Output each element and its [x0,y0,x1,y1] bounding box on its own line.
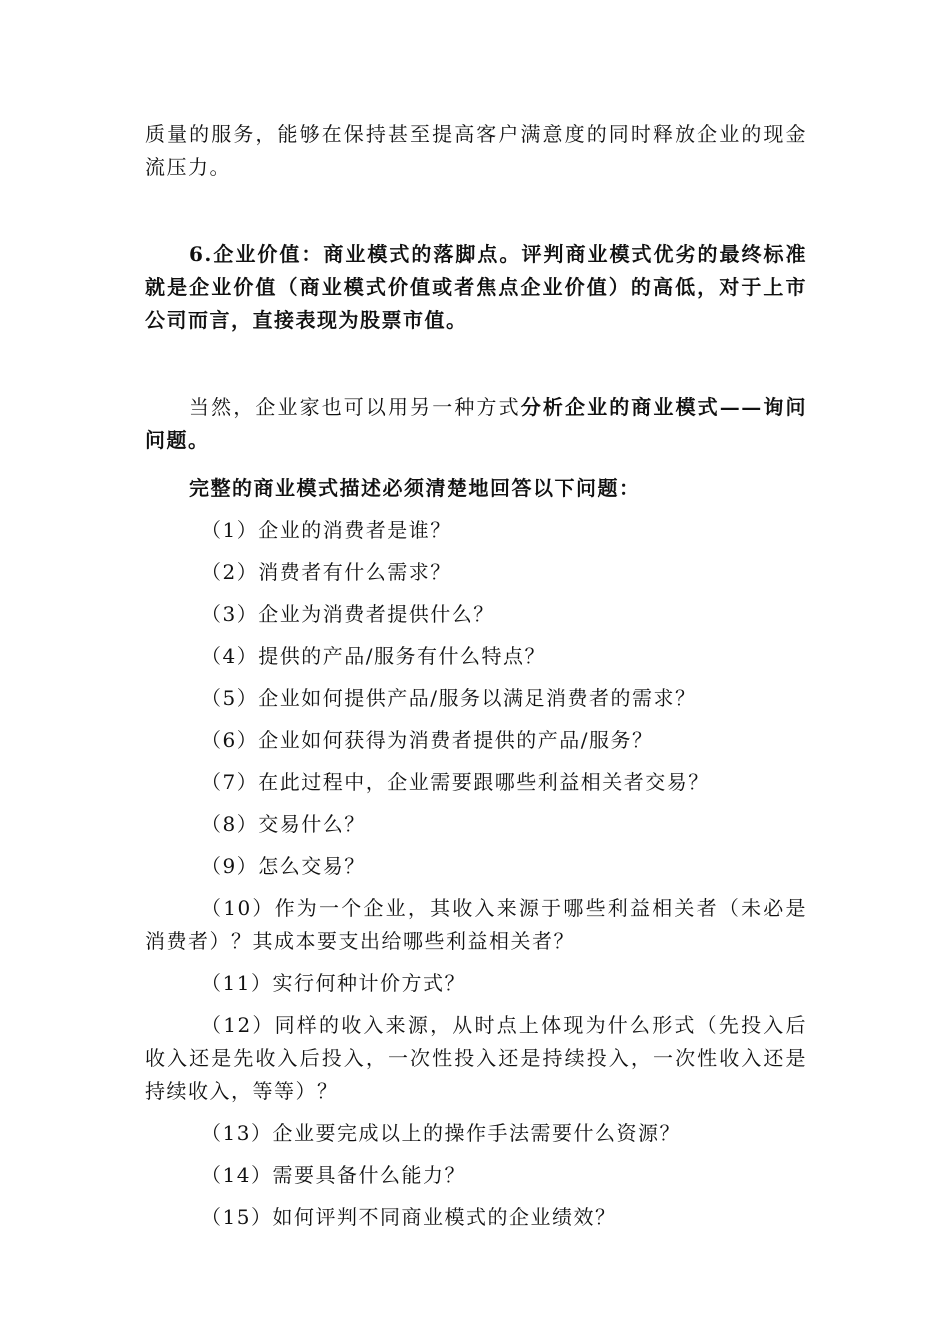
alternative-method-paragraph [145,391,807,457]
question-item-5: （5）企业如何提供产品/服务以满足消费者的需求？ [201,686,697,710]
question-item-2: （2）消费者有什么需求？ [201,560,452,584]
alternative-method-text: 当然，企业家也可以用另一种方式 [189,395,521,419]
question-item-14: （14）需要具备什么能力？ [201,1163,466,1187]
question-item-3: （3）企业为消费者提供什么？ [201,602,495,626]
document-page [145,118,807,1243]
questions-heading: 完整的商业模式描述必须清楚地回答以下问题： [189,476,641,500]
question-item-8: （8）交易什么？ [201,812,366,836]
question-item-15: （15）如何评判不同商业模式的企业绩效？ [201,1205,617,1229]
question-item-12: （12）同样的收入来源，从时点上体现为什么形式（先投入后收入还是先收入后投入，一次性投入还是持续投入，一次性收入还是持续收入，等等）？ [145,1013,807,1103]
question-item-11: （11）实行何种计价方式？ [201,971,466,995]
intro-paragraph: 质量的服务，能够在保持甚至提高客户满意度的同时释放企业的现金流压力。 [145,122,807,179]
question-item-13: （13）企业要完成以上的操作手法需要什么资源？ [201,1121,681,1145]
alternative-method-emphasis: 分析企业的商业模式——询问问题。 [145,395,808,452]
question-item-10: （10）作为一个企业，其收入来源于哪些利益相关者（未必是消费者）？其成本要支出给哪些利益相关者？ [145,896,807,953]
question-list [145,514,807,1234]
question-item-9: （9）怎么交易？ [201,854,366,878]
question-item-6: （6）企业如何获得为消费者提供的产品/服务？ [201,728,654,752]
question-item-4: （4）提供的产品/服务有什么特点？ [201,644,546,668]
question-item-1: （1）企业的消费者是谁？ [201,518,452,542]
question-item-7: （7）在此过程中，企业需要跟哪些利益相关者交易？ [201,770,710,794]
enterprise-value-paragraph: 6.企业价值：商业模式的落脚点。评判商业模式优劣的最终标准就是企业价值（商业模式价值或者焦点企业价值）的高低，对于上市公司而言，直接表现为股票市值。 [145,242,807,332]
